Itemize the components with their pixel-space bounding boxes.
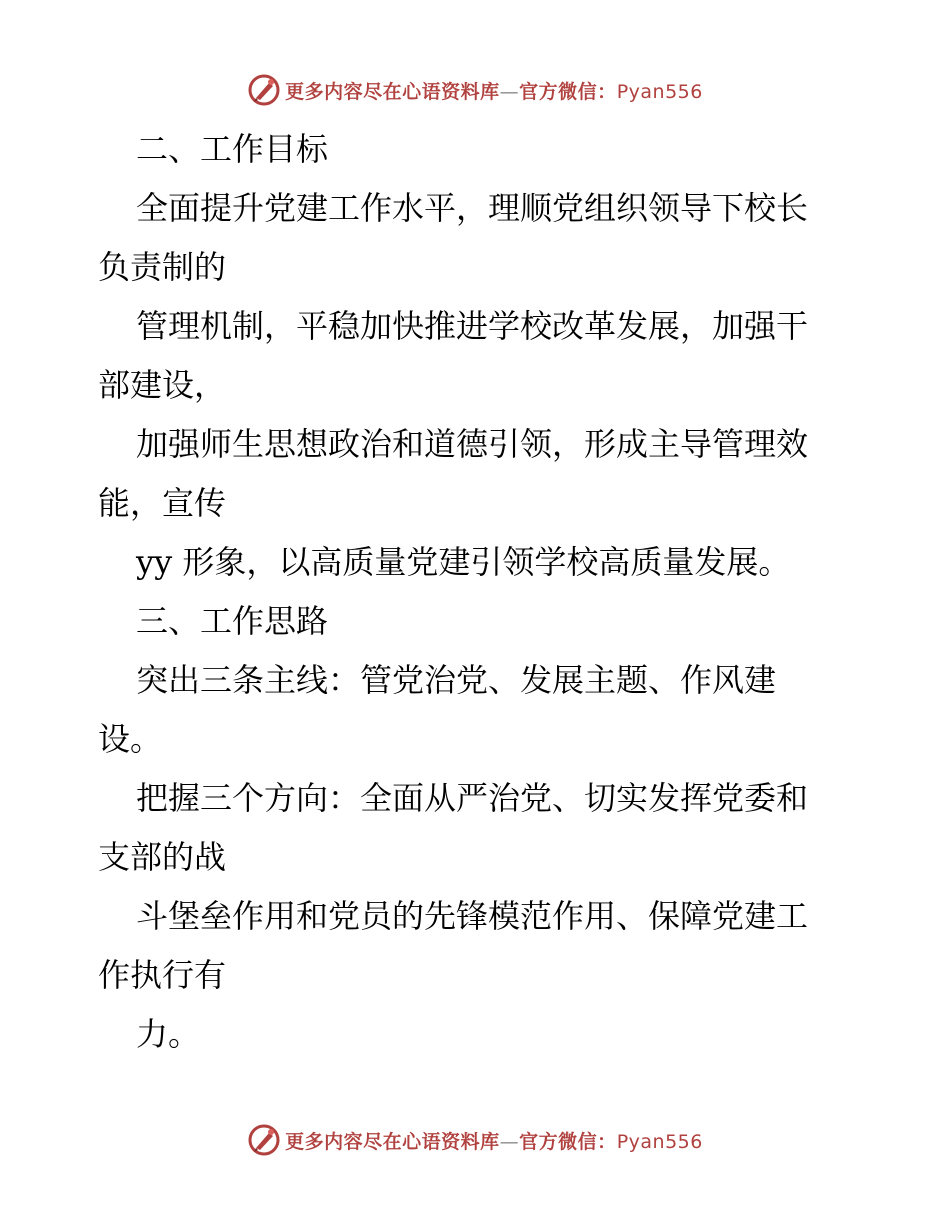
body-line: 管理机制，平稳加快推进学校改革发展，加强干 <box>136 307 809 345</box>
section-heading-approach: 三、工作思路 <box>136 602 329 640</box>
quill-logo-icon <box>247 73 281 107</box>
header-watermark-banner <box>0 70 950 110</box>
body-line: 作执行有 <box>98 956 227 994</box>
body-line: yy 形象，以高质量党建引领学校高质量发展。 <box>136 543 791 581</box>
document-body <box>98 120 858 1064</box>
footer-watermark-banner <box>0 1120 950 1160</box>
body-line: 能，宣传 <box>98 484 227 522</box>
quill-logo-icon <box>247 1123 281 1157</box>
body-line: 部建设， <box>98 366 227 404</box>
banner-separator: — <box>499 80 520 103</box>
banner-site: 更多内容尽在心语资料库 <box>285 1130 500 1153</box>
banner-text <box>285 77 703 104</box>
body-line: 负责制的 <box>98 248 227 286</box>
banner-label: 官方微信： <box>519 80 617 103</box>
body-line: 力。 <box>136 1015 201 1053</box>
banner-site: 更多内容尽在心语资料库 <box>285 80 500 103</box>
body-line: 全面提升党建工作水平，理顺党组织领导下校长 <box>136 189 809 227</box>
section-heading-goals: 二、工作目标 <box>136 130 329 168</box>
banner-account: Pyan556 <box>616 80 703 103</box>
body-line: 斗堡垒作用和党员的先锋模范作用、保障党建工 <box>136 897 809 935</box>
banner-account: Pyan556 <box>616 1130 703 1153</box>
banner-separator: — <box>499 1130 520 1153</box>
banner-label: 官方微信： <box>519 1130 617 1153</box>
body-line: 突出三条主线：管党治党、发展主题、作风建 <box>136 661 777 699</box>
banner-text <box>285 1127 703 1154</box>
body-line: 设。 <box>98 720 163 758</box>
body-line: 加强师生思想政治和道德引领，形成主导管理效 <box>136 425 809 463</box>
body-line: 把握三个方向：全面从严治党、切实发挥党委和 <box>136 779 809 817</box>
body-line: 支部的战 <box>98 838 227 876</box>
